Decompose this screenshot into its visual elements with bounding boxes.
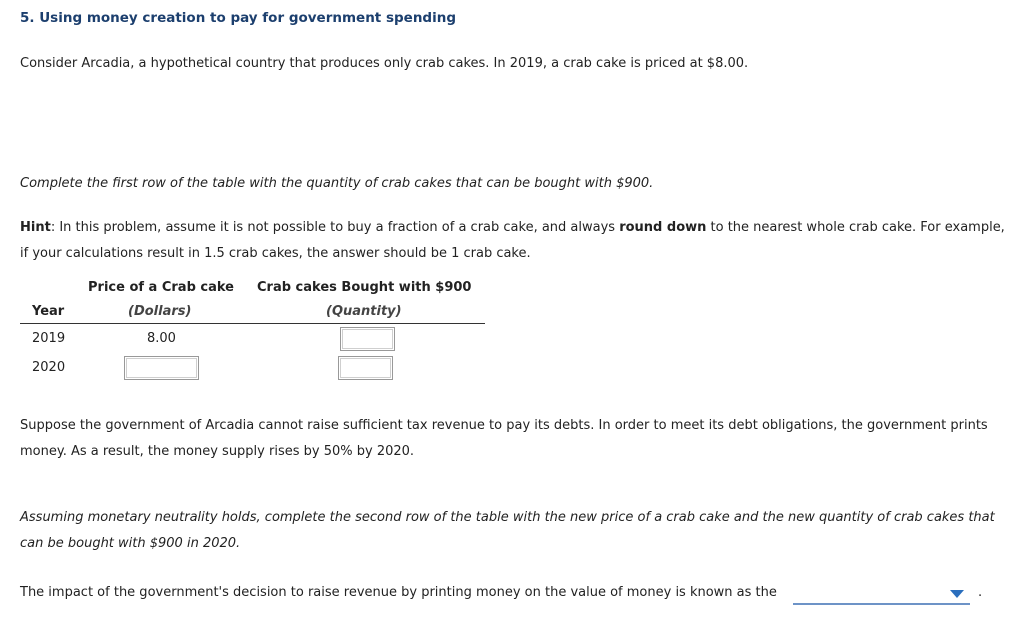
sentence-period: . <box>978 585 983 600</box>
impact-question: The impact of the government's decision to raise revenue by printing money on the value of money is known as the <box>20 585 777 600</box>
question-title: 5. Using money creation to pay for government spending <box>20 10 456 26</box>
header-quantity-unit: (Quantity) <box>326 304 402 319</box>
hint-label: Hint <box>20 220 51 235</box>
intro-text: Consider Arcadia, a hypothetical country that produces only crab cakes. In 2019, a crab cake is priced at $8.00. <box>20 56 749 71</box>
instruction-second-row: Assuming monetary neutrality holds, complete the second row of the table with the new price of a crab cake and the new quantity of crab cakes that can be bought with $900 in 2020. <box>20 510 995 551</box>
impact-dropdown[interactable] <box>793 585 970 605</box>
hint-text-before: : In this problem, assume it is not possible to buy a fraction of a crab cake, and always <box>50 220 620 235</box>
price-2020-input[interactable] <box>124 356 199 380</box>
hint-text <box>20 215 1010 267</box>
hint-text-after: to the nearest whole crab cake. For example, if your calculations result in 1.5 crab cakes, the answer should be 1 crab cake. <box>20 220 1005 261</box>
row-2020-year: 2020 <box>32 360 66 375</box>
table-header-rule <box>20 323 485 324</box>
header-year: Year <box>32 304 65 319</box>
instruction-first-row: Complete the first row of the table with the quantity of crab cakes that can be bought with $900. <box>20 176 654 191</box>
scenario-text: Suppose the government of Arcadia cannot raise sufficient tax revenue to pay its debts. In order to meet its debt obligations, the government prints money. As a result, the money supply rises by 50% by 2020. <box>20 418 988 459</box>
hint-emphasis: round down <box>619 220 707 235</box>
header-price-unit: (Dollars) <box>128 304 192 319</box>
quantity-2020-input[interactable] <box>338 356 393 380</box>
quantity-2019-input[interactable] <box>340 327 395 351</box>
dropdown-caret-icon[interactable] <box>950 590 964 598</box>
row-2019-price: 8.00 <box>147 331 176 346</box>
row-2019-year: 2019 <box>32 331 66 346</box>
header-price: Price of a Crab cake <box>88 280 235 295</box>
header-quantity: Crab cakes Bought with $900 <box>257 280 472 295</box>
